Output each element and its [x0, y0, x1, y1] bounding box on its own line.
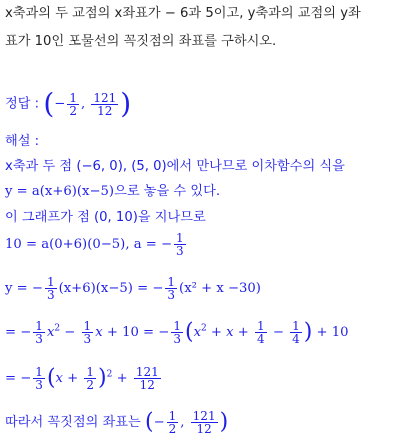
question-line-2: 표가 10인 포물선의 꼭짓점의 좌표를 구하시오. — [5, 34, 277, 49]
equation-expanded: y = − $\frac{1}{3}$ (x+6)(x−5) = − $\frac{1}{3}$ (x² + x −30) — [5, 275, 261, 302]
solution-line-2: y = a(x+6)(x−5)으로 놓을 수 있다. — [5, 184, 221, 199]
equation-completing-square: = − $\frac{1}{3}$ $x^2$ − $\frac{1}{3}$ x + 10 = − $\frac{1}{3}$ ($x^2 + x$ + $\frac{1}{4}$ − $\frac{1}{4}$ ) + 10 — [5, 319, 349, 346]
final-answer-line: 따라서 꼭짓점의 좌표는 (− $\frac{1}{2}$ , $\frac{121}{12}$ ) — [5, 409, 229, 436]
answer-y-fraction: $\frac{121}{12}$ — [93, 90, 117, 118]
solution-line-3: 이 그래프가 점 (0, 10)을 지나므로 — [5, 210, 206, 225]
solution-line-1: x축과 두 점 (−6, 0), (5, 0)에서 만나므로 이차함수의 식을 — [5, 159, 345, 174]
question-line-1: x축과의 두 교점의 x좌표가 − 6과 5이고, y축과의 교점의 y좌 — [5, 6, 361, 21]
answer-x-fraction: $\frac{1}{2}$ — [69, 90, 77, 118]
equation-a-value: 10 = a(0+6)(0−5), a = − $\frac{1}{3}$ — [5, 231, 184, 258]
answer-close-paren: ) — [120, 87, 132, 120]
answer-line: 정답 : (− $\frac{1}{2}$ , $\frac{121}{12}$ ) — [5, 87, 132, 120]
answer-open-paren: ( — [43, 87, 55, 120]
equation-vertex-form: = − $\frac{1}{3}$ (x + $\frac{1}{2}$ )$^2$ + $\frac{121}{12}$ — [5, 365, 159, 392]
solution-heading: 해설 : — [5, 134, 40, 149]
answer-label: 정답 : — [5, 96, 40, 112]
